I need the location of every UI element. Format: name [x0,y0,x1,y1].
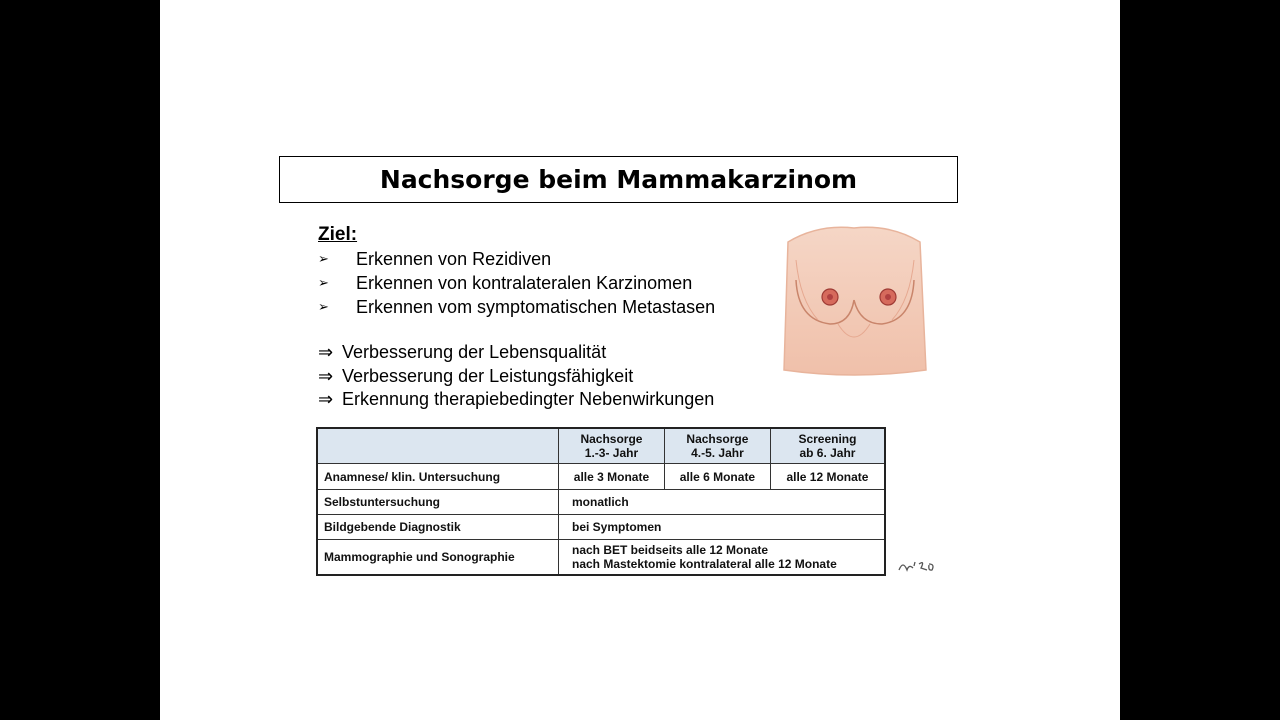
table-cell: nach BET beidseits alle 12 Monate nach Mastektomie kontralateral alle 12 Monate [559,540,886,576]
follow-up-table [316,427,886,576]
table-header-row [317,428,885,464]
table-cell: alle 6 Monate [664,464,770,490]
table-cell: alle 12 Monate [770,464,885,490]
author-signature-icon [897,556,937,576]
table-header-cell: Nachsorge 4.-5. Jahr [664,428,770,464]
list-item: ➢ Erkennen vom symptomatischen Metastasen [318,297,716,317]
list-item: ⇒ Verbesserung der Leistungsfähigkeit [318,365,714,389]
table-row-label: Selbstuntersuchung [317,490,559,515]
table-header-cell: Screening ab 6. Jahr [770,428,885,464]
list-item: ➢ Erkennen von kontralateralen Karzinomen [318,273,693,293]
arrowhead-bullet-icon: ➢ [318,275,329,290]
outcome-list [318,341,714,412]
table-row [317,490,885,515]
table-row-label: Mammographie und Sonographie [317,540,559,576]
table-row [317,464,885,490]
double-arrow-icon: ⇒ [318,342,334,362]
list-item: ➢ Erkennen von Rezidiven [318,249,552,269]
list-item: ⇒ Erkennung therapiebedingter Nebenwirkungen [318,388,714,412]
double-arrow-icon: ⇒ [318,365,334,386]
goal-heading: Ziel: [318,224,358,245]
table-header-cell: Nachsorge 1.-3- Jahr [559,428,665,464]
arrowhead-bullet-icon: ➢ [318,299,329,314]
slide [160,0,1120,720]
anatomy-drawing-icon [778,220,930,380]
table-header-cell [317,428,559,464]
arrowhead-bullet-icon: ➢ [318,251,329,266]
list-item: ⇒ Verbesserung der Lebensqualität [318,341,714,365]
table-cell: monatlich [559,490,886,515]
double-arrow-icon: ⇒ [318,389,334,409]
table-cell: bei Symptomen [559,515,886,540]
table-row [317,540,885,576]
table-row-label: Bildgebende Diagnostik [317,515,559,540]
table-row-label: Anamnese/ klin. Untersuchung [317,464,559,490]
slide-title: Nachsorge beim Mammakarzinom [279,156,958,203]
table-row [317,515,885,540]
goal-list [318,247,715,319]
table-cell: alle 3 Monate [559,464,665,490]
